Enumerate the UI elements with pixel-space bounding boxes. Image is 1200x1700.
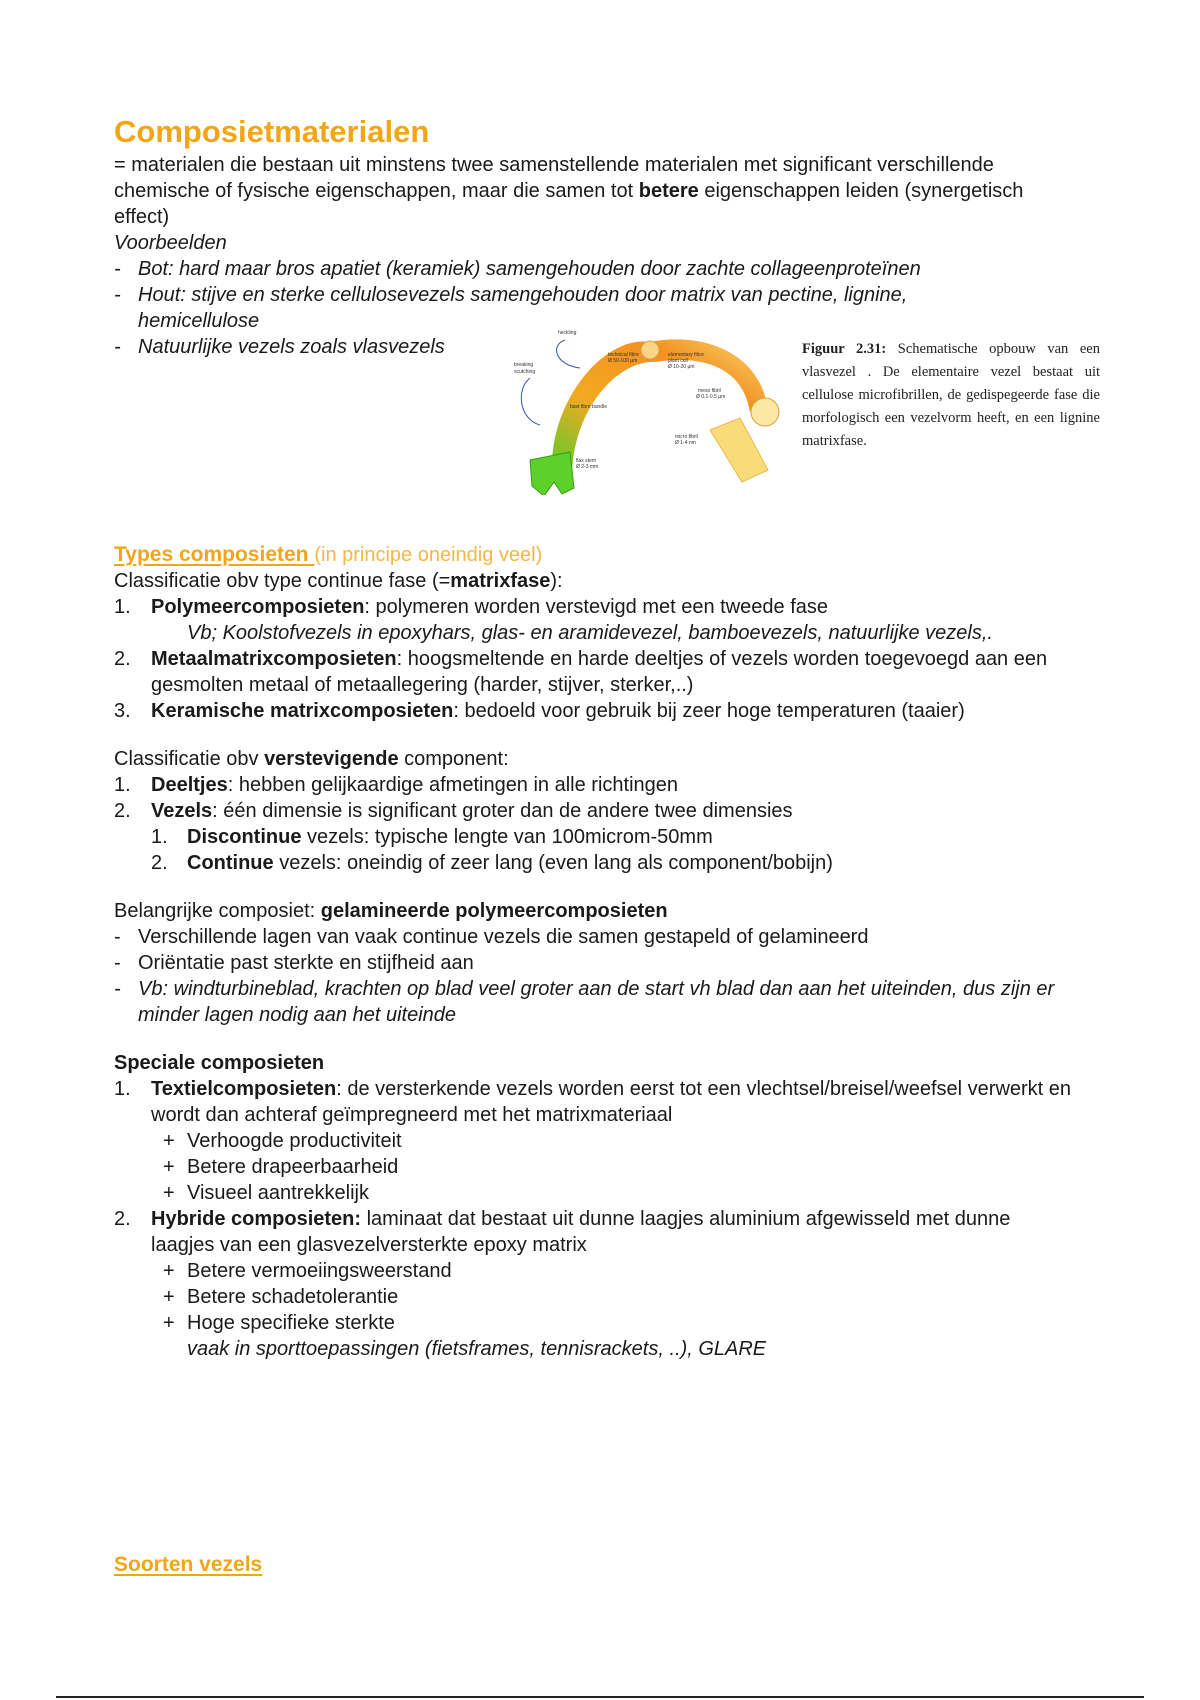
flax-stem-base bbox=[530, 452, 574, 495]
pros-list bbox=[151, 1258, 1074, 1336]
fibre-section bbox=[641, 341, 659, 359]
fibre-section bbox=[751, 398, 779, 426]
page-title: Composietmaterialen bbox=[114, 114, 430, 149]
list-item: 2. Metaalmatrixcomposieten: hoogsmeltende en harde deeltjes of vezels worden toegevoegd aan een gesmolten metaal of metaallegering (harder, stijver, sterker,..) bbox=[114, 648, 1048, 696]
label-flax-stem: flax stem bbox=[576, 458, 597, 464]
micro-fibril-strip bbox=[710, 418, 768, 482]
reinforcement-list bbox=[114, 772, 1114, 876]
list-item: 1. Discontinue vezels: typische lengte van 100microm-50mm bbox=[151, 826, 713, 848]
list-item: 3. Keramische matrixcomposieten: bedoeld voor gebruik bij zeer hoge temperaturen (taaier) bbox=[114, 700, 965, 722]
label-elementary-size: Ø 10-20 µm bbox=[668, 364, 695, 370]
label-meso-fibril: meso fibril bbox=[698, 388, 721, 394]
list-item: + Visueel aantrekkelijk bbox=[163, 1180, 1074, 1206]
types-section bbox=[114, 542, 1114, 1362]
arrow-heckling bbox=[557, 340, 580, 368]
label-breaking: breaking bbox=[514, 362, 534, 368]
special-list bbox=[114, 1076, 1074, 1362]
list-item: + Verhoogde productiviteit bbox=[163, 1128, 1074, 1154]
list-item: 1. Polymeercomposieten: polymeren worden verstevigd met een tweede fase Vb; Koolstofvezels in epoxyhars, glas- en aramidevezel, bamboevezels, natuurlijke vezels,. bbox=[114, 594, 1074, 646]
list-item: - Verschillende lagen van vaak continue vezels die samen gestapeld of gelamineerd bbox=[114, 924, 1074, 950]
list-item: + Betere drapeerbaarheid bbox=[163, 1154, 1074, 1180]
label-technical-size: Ø 50-100 µm bbox=[608, 358, 638, 364]
laminated-list bbox=[114, 924, 1074, 1028]
flax-fibre-figure bbox=[510, 320, 1100, 495]
list-item: 1. Textielcomposieten: de versterkende vezels worden eerst tot een vlechtsel/breisel/weefsel verwerkt en wordt dan achteraf geïmpregneerd met het matrixmateriaal + Verhoogde productiviteit + Betere drapeerbaarheid + Visueel aantrekkelijk bbox=[114, 1076, 1074, 1206]
list-item: 1. Deeltjes: hebben gelijkaardige afmetingen in alle richtingen bbox=[114, 774, 679, 796]
list-item: 2. Hybride composieten: laminaat dat bestaat uit dunne laagjes aluminium afgewisseld met dunne laagjes van een glasvezelversterkte epoxy matrix + Betere vermoeiingsweerstand + Betere schadetolerantie + Hoge specifieke sterkte vaak in sporttoepassingen (fietsframes, tennisrackets, ..), GLARE bbox=[114, 1206, 1074, 1362]
list-item: - Natuurlijke vezels zoals vlasvezels bbox=[114, 334, 974, 360]
list-item: + Hoge specifieke sterkte bbox=[163, 1310, 1074, 1336]
label-plant-cell: plant cell bbox=[668, 358, 688, 364]
reinforcement-intro: Classificatie obv verstevigende component: bbox=[114, 748, 509, 770]
label-micro-size: Ø 1-4 nm bbox=[675, 440, 696, 446]
list-item: - Vb: windturbineblad, krachten op blad veel groter aan de start vh blad dan aan het uiteinden, dus zijn er minder lagen nodig aan het uiteinde bbox=[114, 976, 1074, 1028]
flax-fibre-diagram bbox=[510, 320, 800, 495]
polymer-example: Vb; Koolstofvezels in epoxyhars, glas- en aramidevezel, bamboevezels, natuurlijke vezels,. bbox=[187, 622, 993, 644]
bottom-divider bbox=[56, 1696, 1144, 1698]
matrix-intro: Classificatie obv type continue fase (=matrixfase): bbox=[114, 570, 563, 592]
fiber-sublist bbox=[151, 824, 1114, 876]
list-item: + Betere vermoeiingsweerstand bbox=[163, 1258, 1074, 1284]
matrix-list bbox=[114, 594, 1074, 724]
laminated-intro: Belangrijke composiet: gelamineerde polymeercomposieten bbox=[114, 900, 668, 922]
pros-list bbox=[151, 1128, 1074, 1206]
label-flax-size: Ø 2-3 mm bbox=[576, 464, 599, 470]
label-heckling: heckling bbox=[558, 330, 577, 336]
fibers-heading: Soorten vezels bbox=[114, 1553, 263, 1576]
list-item: + Betere schadetolerantie bbox=[163, 1284, 1074, 1310]
label-scutching: scutching bbox=[514, 369, 536, 375]
list-item: - Bot: hard maar bros apatiet (keramiek) samengehouden door zachte collageenproteïnen bbox=[114, 256, 974, 282]
list-item: - Oriëntatie past sterkte en stijfheid aan bbox=[114, 950, 1074, 976]
examples-heading: Voorbeelden bbox=[114, 232, 227, 254]
definition: = materialen die bestaan uit minstens twee samenstellende materialen met significant verschillende chemische of fysische eigenschappen, maar die samen tot betere eigenschappen leiden (synergetisch effect) bbox=[114, 154, 1024, 228]
label-micro-fibril: micro fibril bbox=[675, 434, 698, 440]
special-heading: Speciale composieten bbox=[114, 1052, 325, 1074]
figure-caption: Figuur 2.31: Schematische opbouw van een vlasvezel . De elementaire vezel bestaat uit cellulose microfibrillen, de gedispegeerde fase die morfologisch een vezelvorm heeft, en een lignine matrixfase. bbox=[802, 341, 1100, 449]
types-heading: Types composieten (in principe oneindig veel) bbox=[114, 543, 543, 566]
label-bast-bundle: bast fibre bundle bbox=[570, 404, 607, 410]
arrow-breaking bbox=[521, 378, 540, 425]
fibers-section bbox=[114, 1552, 1114, 1578]
label-elementary-fibre: elementary fibre bbox=[668, 352, 704, 358]
label-technical-fibre: technical fibre bbox=[608, 352, 639, 358]
list-item: - Hout: stijve en sterke cellulosevezels samengehouden door matrix van pectine, lignine, hemicellulose bbox=[114, 282, 974, 334]
list-item: 2. Vezels: één dimensie is significant groter dan de andere twee dimensies 1. Discontinue vezels: typische lengte van 100microm-50mm 2. Continue vezels: oneindig of zeer lang (even lang als component/bobijn) bbox=[114, 798, 1114, 876]
list-item: 2. Continue vezels: oneindig of zeer lang (even lang als component/bobijn) bbox=[151, 852, 833, 874]
label-meso-size: Ø 0.1-0.5 µm bbox=[696, 394, 726, 400]
hybrid-note: vaak in sporttoepassingen (fietsframes, tennisrackets, ..), GLARE bbox=[187, 1338, 767, 1360]
